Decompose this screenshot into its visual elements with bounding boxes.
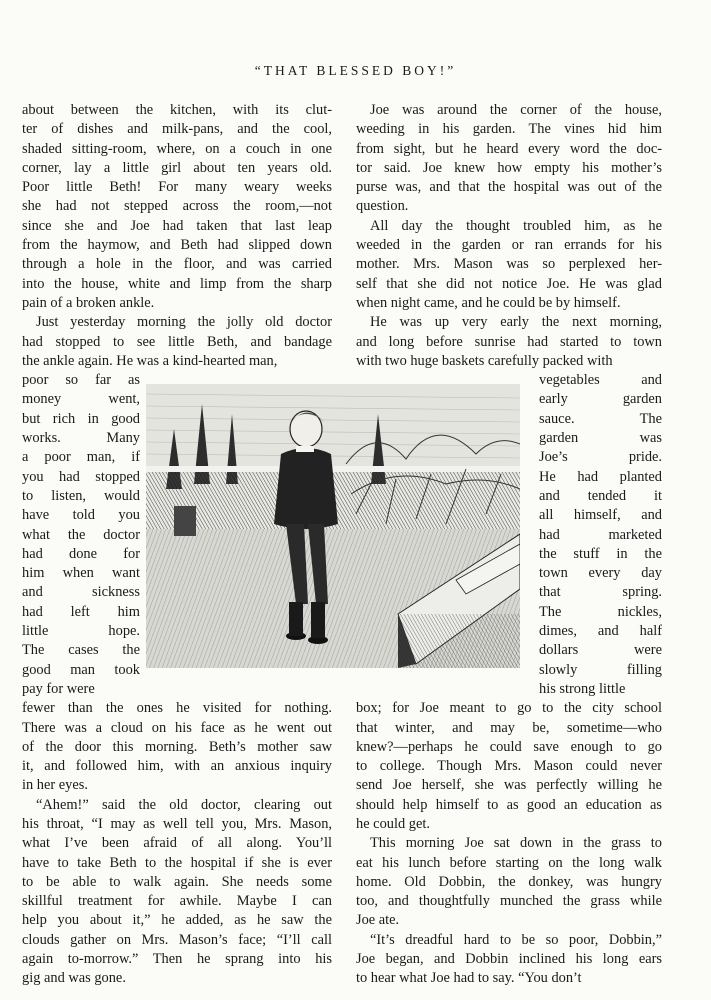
text-line: again to-morrow.” Then he sprang into his xyxy=(22,951,332,968)
text-line: The cases the xyxy=(22,642,140,659)
text-line: in her eyes. xyxy=(22,777,88,794)
text-line: to college. Though Mrs. Mason could never xyxy=(356,758,662,775)
text-line: pain of a broken ankle. xyxy=(22,294,155,311)
text-line: garden was xyxy=(539,430,662,447)
text-line: into the house, white and limp from the sharp xyxy=(22,275,332,292)
boy-in-garden-illustration xyxy=(146,384,520,668)
text-line: he could get. xyxy=(356,815,430,832)
text-line: early garden xyxy=(539,391,662,408)
text-line: knew?—perhaps he could save enough to go xyxy=(356,738,662,755)
text-line: box; for Joe meant to go to the city school xyxy=(356,700,662,717)
text-line: skillful treatment for awhile. Maybe I can xyxy=(22,893,332,910)
text-line: works. Many xyxy=(22,430,140,447)
text-line: the ankle again. He was a kind-hearted man, xyxy=(22,352,278,369)
text-line: vegetables and xyxy=(539,372,662,389)
text-line: and tended it xyxy=(539,487,662,504)
text-line: sauce. The xyxy=(539,410,662,427)
text-line: money went, xyxy=(22,391,140,408)
text-line: corner, lay a little girl about ten years old. xyxy=(22,159,332,176)
text-line: The nickles, xyxy=(539,603,662,620)
text-line: pay for were xyxy=(22,680,95,697)
engraving-illustration xyxy=(146,384,520,668)
text-line: through a hole in the floor, and was carried xyxy=(22,256,332,273)
text-line: have told you xyxy=(22,507,140,524)
text-line: of the door this morning. Beth’s mother saw xyxy=(22,738,332,755)
text-line: to be able to walk again. She needs some xyxy=(22,873,332,890)
text-line: had done for xyxy=(22,545,140,562)
text-line: when night came, and he could be by himself. xyxy=(356,294,621,311)
text-line: have to take Beth to the hospital if she is ever xyxy=(22,854,332,871)
text-line: dollars were xyxy=(539,642,662,659)
text-line: since she and Joe had taken that last leap xyxy=(22,217,332,234)
text-line: that winter, and may be, sometime—who xyxy=(356,719,662,736)
text-line: weeding in his garden. The vines hid him xyxy=(356,121,662,138)
text-line: him when want xyxy=(22,565,140,582)
text-line: poor so far as xyxy=(22,372,140,389)
text-line: There was a cloud on his face as he went out xyxy=(22,719,332,736)
text-line: little hope. xyxy=(22,623,140,640)
text-line: to hear what Joe had to say. “You don’t xyxy=(356,970,582,987)
left-column-bottom xyxy=(22,699,332,988)
text-line: you had stopped xyxy=(22,468,140,485)
text-line: and sickness xyxy=(22,584,140,601)
text-line: what the doctor xyxy=(22,526,140,543)
text-line: the stuff in the xyxy=(539,545,662,562)
text-line: purse was, and that the hospital was out of the xyxy=(356,179,662,196)
text-line: from the haymow, and Beth had slipped down xyxy=(22,237,332,254)
text-line: about between the kitchen, with its clut- xyxy=(22,102,332,118)
text-line: had stopped to see little Beth, and bandage xyxy=(22,333,332,350)
text-line: shaded sitting-room, where, on a couch in one xyxy=(22,140,332,157)
text-line: but rich in good xyxy=(22,410,140,427)
text-line: Joe’s pride. xyxy=(539,449,662,466)
text-line: Joe ate. xyxy=(356,912,400,929)
running-header: “THAT BLESSED BOY!” xyxy=(254,63,457,78)
text-line: it, and followed him, with an anxious inquiry xyxy=(22,758,332,775)
text-line: fewer than the ones he visited for nothing. xyxy=(22,700,332,717)
text-line: and long before sunrise had started to town xyxy=(356,333,662,350)
right-column-bottom xyxy=(356,699,662,988)
text-line: Just yesterday morning the jolly old doctor xyxy=(36,314,332,331)
text-line: good man took xyxy=(22,661,140,678)
text-line: clouds gather on Mrs. Mason’s face; “I’ll call xyxy=(22,931,332,948)
text-line: should help himself to as good an education as xyxy=(356,796,662,813)
left-column-top xyxy=(22,101,332,371)
text-line: All day the thought troubled him, as he xyxy=(370,217,662,234)
text-line: all himself, and xyxy=(539,507,662,524)
text-line: with two huge baskets carefully packed with xyxy=(356,352,613,369)
text-line: help you about it,” he added, as he saw the xyxy=(22,912,332,929)
text-line: He was up very early the next morning, xyxy=(370,314,662,331)
text-line: to listen, would xyxy=(22,487,140,504)
text-line: his strong little xyxy=(539,680,626,697)
text-line: that spring. xyxy=(539,584,662,601)
text-line: self that she did not notice Joe. He was glad xyxy=(356,275,662,292)
text-line: ter of dishes and milk-pans, and the cool, xyxy=(22,121,332,138)
text-line: This morning Joe sat down in the grass to xyxy=(370,835,662,852)
text-line: dimes, and half xyxy=(539,623,662,640)
text-line: gig and was gone. xyxy=(22,970,126,987)
text-line: too, and thoughtfully munched the grass while xyxy=(356,893,662,910)
text-line: had left him xyxy=(22,603,140,620)
text-line: eat his lunch before starting on the long walk xyxy=(356,854,662,871)
text-line: home. Old Dobbin, the donkey, was hungry xyxy=(356,873,662,890)
right-column-top xyxy=(356,101,662,371)
text-line: “Ahem!” said the old doctor, clearing out xyxy=(36,796,332,813)
right-column-wrap xyxy=(539,371,662,699)
text-line: tor said. Joe knew how empty his mother’s xyxy=(356,159,662,176)
text-line: mother. Mrs. Mason was so perplexed her- xyxy=(356,256,662,273)
text-line: his throat, “I may as well tell you, Mrs. Mason, xyxy=(22,815,332,832)
text-line: slowly filling xyxy=(539,661,662,678)
text-line: town every day xyxy=(539,565,662,582)
text-line: Joe was around the corner of the house, xyxy=(370,102,662,118)
text-line: He had planted xyxy=(539,468,662,485)
text-line: Poor little Beth! For many weary weeks xyxy=(22,179,332,196)
text-line: question. xyxy=(356,198,409,215)
text-line: from sight, but he heard every word the doc- xyxy=(356,140,662,157)
text-line: had marketed xyxy=(539,526,662,543)
text-line: weeded in the garden or ran errands for his xyxy=(356,237,662,254)
text-line: she had not stepped across the room,—not xyxy=(22,198,332,215)
text-line: Joe began, and Dobbin inclined his long ears xyxy=(356,951,662,968)
text-line: a poor man, if xyxy=(22,449,140,466)
text-line: send Joe herself, she was perfectly willing he xyxy=(356,777,662,794)
text-line: what I’ve been afraid of all along. You’ll xyxy=(22,835,332,852)
text-line: “It’s dreadful hard to be so poor, Dobbin,” xyxy=(370,931,662,948)
